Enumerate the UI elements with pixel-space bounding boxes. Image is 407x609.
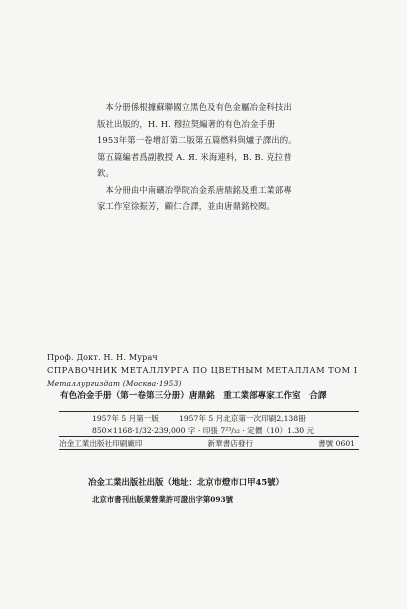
translation-note <box>97 99 297 215</box>
printer-row <box>59 437 359 449</box>
distributor: 新華書店發行 <box>207 438 254 448</box>
imprint-footer <box>88 476 328 505</box>
publishing-license: 北京市書刊出版業營業許可證出字第093號 <box>92 495 234 504</box>
printing: 1957年 5 月北京第一次印刷2,138冊 <box>179 413 306 423</box>
publication-details <box>59 411 359 450</box>
book-number: 書號 0601 <box>318 438 355 448</box>
edition-row <box>59 412 359 424</box>
original-author: Проф. Докт. Н. Н. Мурач <box>47 353 158 362</box>
format-row <box>59 424 359 436</box>
printer: 冶金工業出版社印刷廠印 <box>59 438 143 448</box>
original-publisher: Металлургиздат (Москва·1953) <box>47 379 182 388</box>
edition: 1957年 5 月第一版 <box>92 413 159 423</box>
divider-bottom <box>59 449 359 450</box>
intro-paragraph-2: 本分冊由中南礦冶學院冶金系唐鼎銘及重工業部專家工作室徐振芳，顧仁合譯，並由唐鼎銘校閱。 <box>97 184 292 211</box>
intro-paragraph-1: 本分册係根據蘇聯國立黑色及有色金屬冶金科技出版社出版的，Н. Н. 穆拉契編著的有色冶金手册 1953年第一卷增訂第二版第五篇燃料與爐子譯出的。第五篇編者爲副教授 А. Я. 米海連科，В. В. 克拉普欽。 <box>97 102 297 178</box>
volume-credit: 有色冶金手册（第一卷第三分册）唐鼎銘 重工業部專家工作室 合譯 <box>60 391 327 401</box>
format-info: 850×1168·1/32·239,000 字 · 印張 7²³/₃₂ · 定價（10）1.30 元 <box>92 425 315 435</box>
original-work-citation <box>47 351 358 390</box>
publisher-address: 冶金工業出版社出版（地址：北京市燈市口甲45號） <box>88 477 284 487</box>
original-title: СПРАВОЧНИК МЕТАЛЛУРГА ПО ЦВЕТНЫМ МЕТАЛЛАМ ТОМ I <box>47 365 358 375</box>
